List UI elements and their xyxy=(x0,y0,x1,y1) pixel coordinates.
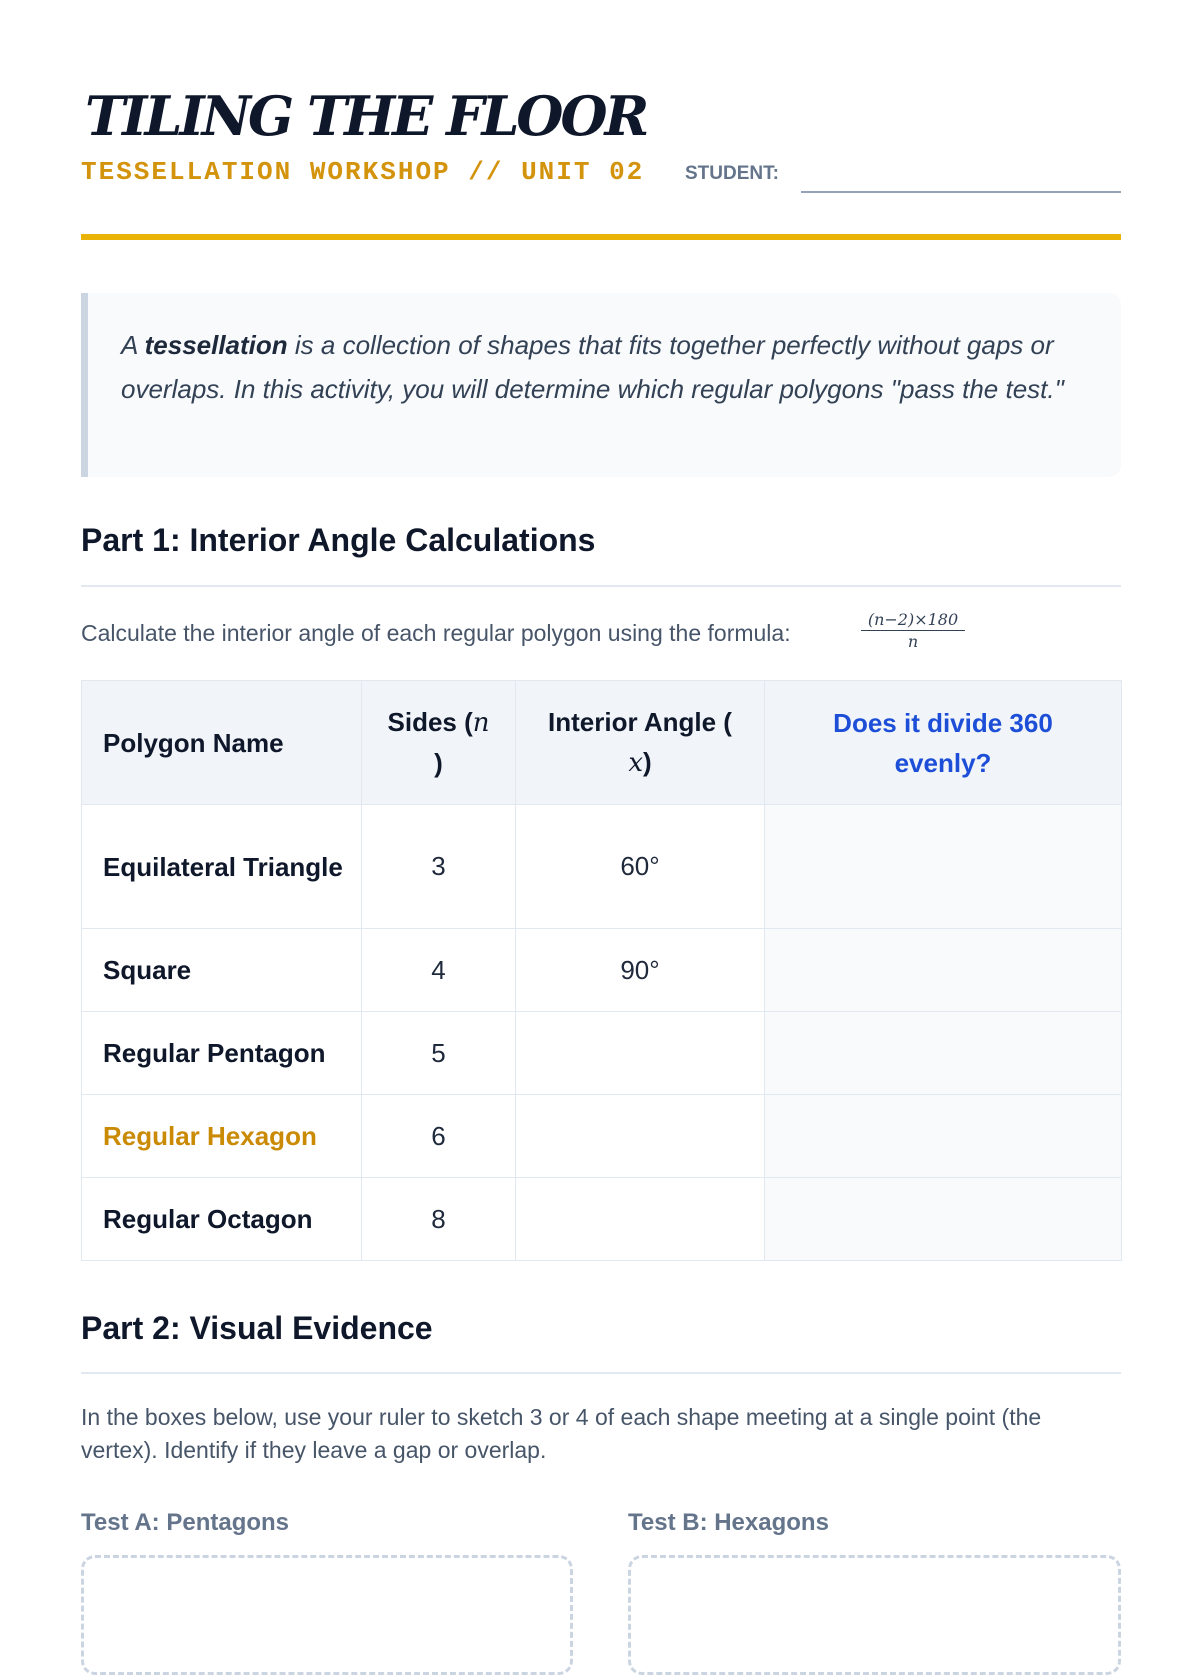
intro-callout xyxy=(81,293,1121,477)
part1-divider xyxy=(81,585,1121,587)
test-a-sketch-box[interactable] xyxy=(81,1555,573,1675)
sides-value: 6 xyxy=(362,1095,516,1178)
header-sides-prefix: Sides ( xyxy=(387,707,473,737)
header-sides-suffix: ) xyxy=(434,748,443,778)
divides-answer-cell[interactable] xyxy=(765,1012,1122,1095)
interior-angle-formula xyxy=(861,610,965,651)
divides-answer-cell[interactable] xyxy=(765,805,1122,929)
part2-divider xyxy=(81,1372,1121,1374)
part2-heading: Part 2: Visual Evidence xyxy=(81,1310,433,1346)
table-row xyxy=(82,805,1122,929)
polygon-name: Square xyxy=(82,929,362,1012)
student-label: STUDENT: xyxy=(685,163,779,184)
divides-answer-cell[interactable] xyxy=(765,1178,1122,1261)
interior-angle-table xyxy=(81,680,1122,1261)
header-sides xyxy=(362,681,516,805)
sides-value: 8 xyxy=(362,1178,516,1261)
header-subtitle-row xyxy=(81,155,1121,195)
header-divider xyxy=(81,234,1121,240)
polygon-name: Regular Octagon xyxy=(82,1178,362,1261)
unit-subtitle: TESSELLATION WORKSHOP // UNIT 02 xyxy=(81,157,645,187)
polygon-name-highlighted: Regular Hexagon xyxy=(82,1095,362,1178)
test-a-label: Test A: Pentagons xyxy=(81,1509,290,1536)
angle-answer-cell[interactable] xyxy=(516,1012,765,1095)
angle-answer-cell[interactable]: 60° xyxy=(516,805,765,929)
table-header-row xyxy=(82,681,1122,805)
table-row xyxy=(82,929,1122,1012)
table-row xyxy=(82,1095,1122,1178)
divides-answer-cell[interactable] xyxy=(765,929,1122,1012)
intro-text-before: A xyxy=(121,330,145,360)
header-divides-360: Does it divide 360 evenly? xyxy=(765,681,1122,805)
part2-instruction: In the boxes below, use your ruler to sketch 3 or 4 of each shape meeting at a single point (the vertex). Identify if they leave a gap or overlap. xyxy=(81,1404,1042,1463)
sides-value: 3 xyxy=(362,805,516,929)
polygon-name: Regular Pentagon xyxy=(82,1012,362,1095)
header-angle-prefix: Interior Angle ( xyxy=(548,707,732,737)
intro-bold-term: tessellation xyxy=(144,330,288,360)
student-name-field[interactable] xyxy=(801,191,1121,193)
formula-numerator: (n−2)×180 xyxy=(861,610,965,631)
page-title: TILING THE FLOOR xyxy=(85,84,647,148)
table-row xyxy=(82,1178,1122,1261)
header-angle-suffix: ) xyxy=(643,747,652,777)
table-row xyxy=(82,1012,1122,1095)
formula-instruction: Calculate the interior angle of each regular polygon using the formula: xyxy=(81,620,791,646)
angle-answer-cell[interactable]: 90° xyxy=(516,929,765,1012)
header-angle-var: x xyxy=(628,748,643,778)
header-sides-var: n xyxy=(472,708,490,738)
header-interior-angle xyxy=(516,681,765,805)
polygon-name: Equilateral Triangle xyxy=(82,805,362,929)
test-b-sketch-box[interactable] xyxy=(628,1555,1121,1675)
sides-value: 4 xyxy=(362,929,516,1012)
angle-answer-cell[interactable] xyxy=(516,1178,765,1261)
formula-denominator: n xyxy=(907,632,919,651)
angle-answer-cell[interactable] xyxy=(516,1095,765,1178)
test-b-label: Test B: Hexagons xyxy=(628,1509,829,1536)
intro-text-after: is a collection of shapes that fits together perfectly without gaps or overlaps. In this activity, you will determine which regular polygons "pass the test." xyxy=(121,330,1064,404)
divides-answer-cell[interactable] xyxy=(765,1095,1122,1178)
sides-value: 5 xyxy=(362,1012,516,1095)
part1-heading: Part 1: Interior Angle Calculations xyxy=(81,522,596,558)
header-polygon-name: Polygon Name xyxy=(82,681,362,805)
